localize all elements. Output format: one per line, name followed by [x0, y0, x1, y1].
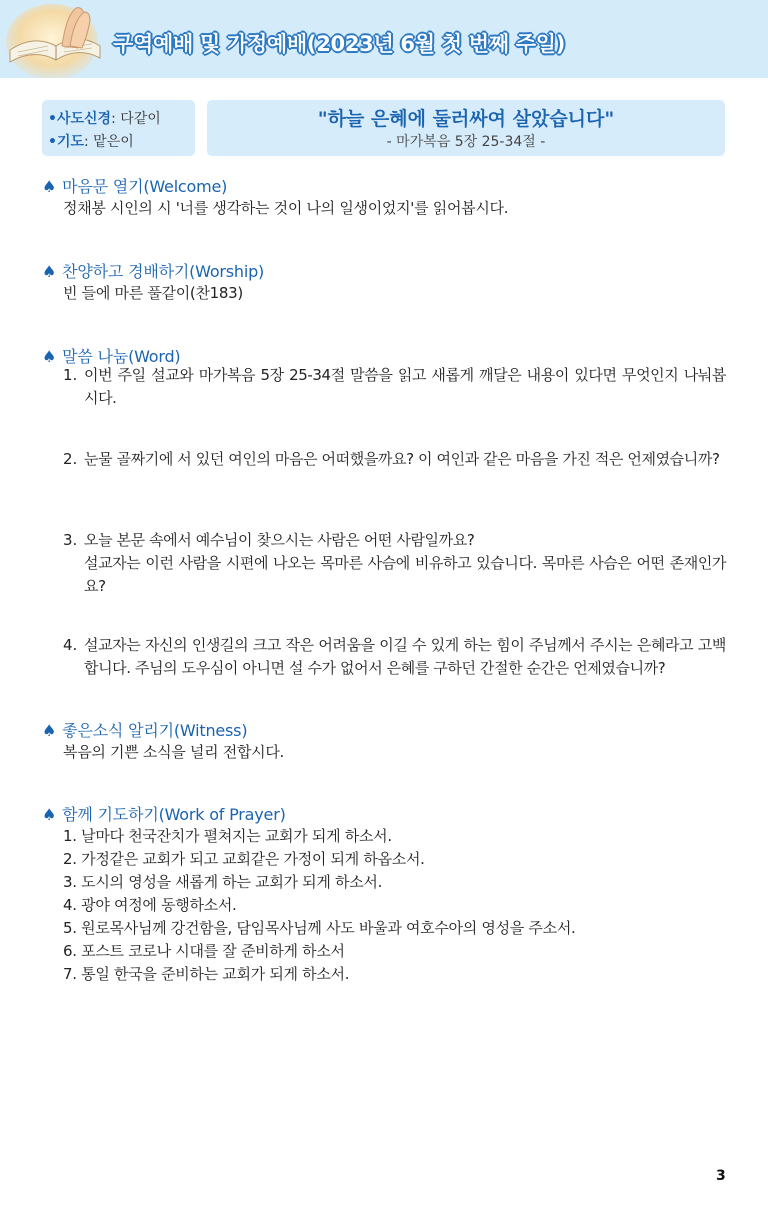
- prayer-item: 7. 통일 한국을 준비하는 교회가 되게 하소서.: [63, 965, 350, 983]
- prayer-line: •기도: 맡은이: [48, 134, 134, 150]
- worship-order-box: [42, 100, 195, 156]
- section-heading-prayer: ♠ 함께 기도하기(Work of Prayer): [42, 805, 286, 824]
- question-text: 오늘 본문 속에서 예수님이 찾으시는 사람은 어떤 사람일까요?: [84, 531, 475, 549]
- question-number: 3.: [63, 531, 78, 549]
- question-number: 1.: [63, 366, 78, 384]
- sermon-title: "하늘 은혜에 둘러싸여 살았습니다": [317, 108, 615, 130]
- section-heading-word: ♠ 말씀 나눔(Word): [42, 347, 181, 366]
- page-number: 3: [716, 1168, 726, 1184]
- witness-text: 복음의 기쁜 소식을 널리 전합시다.: [63, 743, 285, 761]
- question-number: 2.: [63, 450, 78, 468]
- page-title: 구역예배 및 가정예배(2023년 6월 첫 번째 주일): [113, 32, 565, 56]
- creed-label: 사도신경: [56, 111, 112, 127]
- spade-icon: ♠: [42, 262, 57, 281]
- spade-icon: ♠: [42, 347, 57, 366]
- prayer-item: 4. 광야 여정에 동행하소서.: [63, 896, 237, 914]
- spade-icon: ♠: [42, 721, 57, 740]
- welcome-text: 정채봉 시인의 시 '너를 생각하는 것이 나의 일생이었지'를 읽어봅시다.: [63, 199, 509, 217]
- creed-line: •사도신경: 다같이: [48, 111, 161, 127]
- question-number: 4.: [63, 636, 78, 654]
- section-heading-worship: ♠ 찬양하고 경배하기(Worship): [42, 262, 265, 281]
- spade-icon: ♠: [42, 805, 57, 824]
- worship-text: 빈 들에 마른 풀같이(찬183): [63, 284, 243, 302]
- prayer-item: 6. 포스트 코로나 시대를 잘 준비하게 하소서: [63, 942, 345, 960]
- prayer-item: 1. 날마다 천국잔치가 펼쳐지는 교회가 되게 하소서.: [63, 827, 392, 845]
- prayer-item: 2. 가정같은 교회가 되고 교회같은 가정이 되게 하옵소서.: [63, 850, 425, 868]
- question-text: 눈물 골짜기에 서 있던 여인의 마음은 어떠했을까요? 이 여인과 같은 마음을 가진 적은 언제였습니까?: [84, 450, 720, 468]
- sermon-title-box: [207, 100, 725, 156]
- question-text-continued: 설교자는 이런 사람을 시편에 나오는 목마른 사슴에 비유하고 있습니다. 목마른 사슴은 어떤 존재인가요?: [84, 554, 726, 595]
- praying-hands-bible-image: [4, 2, 104, 78]
- page-header: [0, 0, 768, 78]
- question-text: 이번 주일 설교와 마가복음 5장 25-34절 말씀을 읽고 새롭게 깨달은 내용이 있다면 무엇인지 나눠봅시다.: [84, 366, 726, 407]
- spade-icon: ♠: [42, 177, 57, 196]
- prayer-value: : 맡은이: [84, 134, 134, 150]
- question-text: 설교자는 자신의 인생길의 크고 작은 어려움을 이길 수 있게 하는 힘이 주님께서 주시는 은혜라고 고백합니다. 주님의 도우심이 아니면 설 수가 없어서 은혜를 구하던 간절한 순간은 언제였습니까?: [84, 636, 726, 677]
- prayer-label: 기도: [56, 134, 85, 150]
- creed-value: : 다같이: [111, 111, 161, 127]
- prayer-item: 3. 도시의 영성을 새롭게 하는 교회가 되게 하소서.: [63, 873, 383, 891]
- sermon-reference: - 마가복음 5장 25-34절 -: [386, 134, 546, 150]
- section-heading-welcome: ♠ 마음문 열기(Welcome): [42, 177, 228, 196]
- section-heading-witness: ♠ 좋은소식 알리기(Witness): [42, 721, 248, 740]
- prayer-item: 5. 원로목사님께 강건함을, 담임목사님께 사도 바울과 여호수아의 영성을 주소서.: [63, 919, 576, 937]
